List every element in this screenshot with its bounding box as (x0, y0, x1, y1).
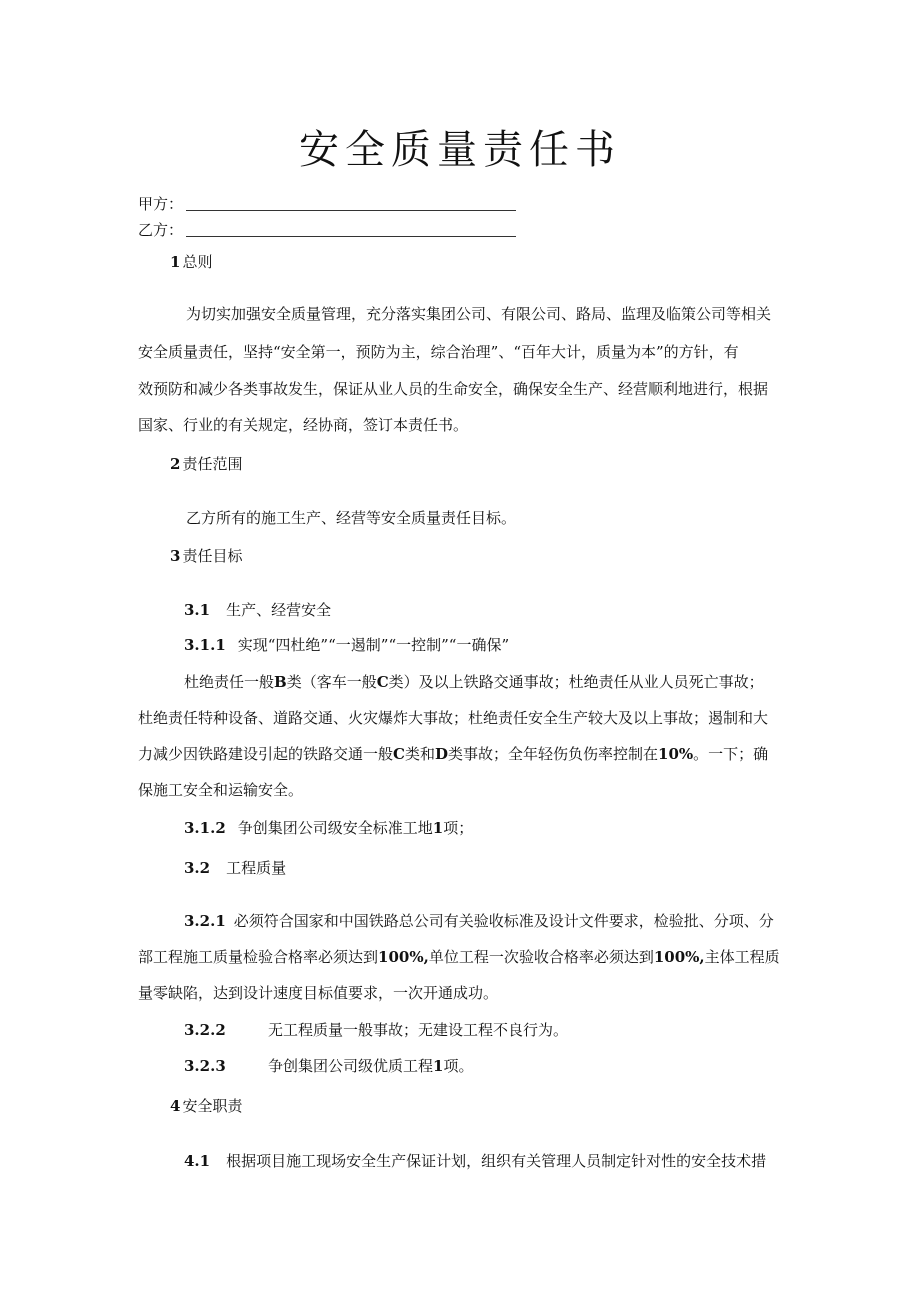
section-1-line-2: 安全质量责任，坚持“安全第一，预防为主，综合治理”、“百年大计，质量为本”的方针，有 (138, 343, 739, 361)
clause-3-1-1-line-2: 杜绝责任特种设备、道路交通、火灾爆炸大事故；杜绝责任安全生产较大及以上事故；遏制和大 (138, 709, 769, 727)
text-run: 10% (658, 745, 694, 763)
clause-3-1 (184, 599, 331, 621)
section-number: 3 (170, 547, 181, 565)
party-b-blank (186, 236, 516, 237)
text-run: 主体工程质 (704, 948, 780, 966)
clause-text: 必须符合国家和中国铁路总公司有关验收标准及设计文件要求，检验批、分项、分 (233, 912, 774, 930)
clause-text: 生产、经营安全 (226, 601, 332, 619)
clause-3-2-1-line-2 (138, 946, 780, 968)
section-2-heading (170, 453, 242, 475)
section-title: 责任目标 (182, 547, 243, 565)
text-run: 100%, (653, 948, 705, 966)
text-run: B (274, 673, 287, 691)
clause-3-2 (184, 857, 286, 879)
clause-count: 1 (432, 819, 444, 837)
clause-tail: 项。 (443, 1057, 474, 1075)
clause-number: 4.1 (184, 1152, 211, 1170)
section-1-line-1: 为切实加强安全质量管理，充分落实集团公司、有限公司、路局、监理及临策公司等相关 (186, 305, 772, 323)
clause-3-1-1 (184, 634, 509, 656)
text-run: 类和 (404, 745, 435, 763)
clause-3-1-1-line-3 (138, 743, 768, 765)
section-1-heading (170, 251, 212, 273)
party-a-blank (186, 210, 516, 211)
clause-count: 1 (433, 1057, 444, 1075)
party-a-line (138, 193, 183, 215)
text-run: 100%, (378, 948, 429, 966)
text-run: 部工程施工质量检验合格率必须达到 (138, 948, 379, 966)
text-run: 单位工程一次验收合格率必须达到 (428, 948, 654, 966)
section-2-line-1: 乙方所有的施工生产、经营等安全质量责任目标。 (186, 509, 517, 527)
clause-tail: 项； (443, 819, 474, 837)
party-b-line (138, 219, 183, 241)
clause-3-1-2 (184, 817, 473, 839)
clause-3-1-1-line-4: 保施工安全和运输安全。 (138, 781, 304, 799)
section-3-heading (170, 545, 242, 567)
clause-3-2-3 (184, 1055, 473, 1077)
clause-number: 3.2.2 (184, 1021, 226, 1039)
section-4-heading (170, 1095, 242, 1117)
clause-3-2-1-line-1 (184, 910, 774, 932)
clause-4-1 (184, 1150, 766, 1172)
clause-number: 3.1.2 (184, 819, 226, 837)
text-run: C (393, 745, 405, 763)
text-run: C (376, 673, 389, 691)
clause-3-2-1-line-3: 量零缺陷，达到设计速度目标值要求，一次开通成功。 (138, 984, 499, 1002)
section-number: 1 (170, 253, 181, 271)
text-run: 。一下；确 (693, 745, 769, 763)
clause-number: 3.1 (184, 601, 211, 619)
section-number: 2 (170, 455, 181, 473)
clause-text: 无工程质量一般事故；无建设工程不良行为。 (268, 1021, 569, 1039)
text-run: 杜绝责任一般 (184, 673, 275, 691)
clause-number: 3.2.3 (184, 1057, 226, 1075)
text-run: 类）及以上铁路交通事故；杜绝责任从业人员死亡事故； (388, 673, 764, 691)
section-title: 总则 (182, 253, 213, 271)
text-run: 类事故；全年轻伤负伤率控制在 (448, 745, 659, 763)
section-1-line-3: 效预防和减少各类事故发生，保证从业人员的生命安全，确保安全生产、经营顺利地进行，根据 (138, 380, 769, 398)
section-title: 安全职责 (182, 1097, 243, 1115)
party-a-label: 甲方： (138, 195, 184, 213)
clause-number: 3.1.1 (184, 636, 226, 654)
page-title: 安全质量责任书 (299, 127, 621, 173)
clause-text: 工程质量 (226, 859, 287, 877)
text-run: 力减少因铁路建设引起的铁路交通一般 (138, 745, 394, 763)
section-number: 4 (170, 1097, 181, 1115)
clause-number: 3.2 (184, 859, 211, 877)
clause-text: 根据项目施工现场安全生产保证计划，组织有关管理人员制定针对性的安全技术措 (226, 1152, 767, 1170)
party-b-label: 乙方： (138, 221, 184, 239)
text-run: D (434, 745, 448, 763)
section-title: 责任范围 (182, 455, 243, 473)
clause-3-2-2 (184, 1019, 568, 1041)
section-1-line-4: 国家、行业的有关规定，经协商，签订本责任书。 (138, 416, 469, 434)
clause-number: 3.2.1 (184, 912, 226, 930)
clause-3-1-1-line-1 (184, 671, 764, 693)
text-run: 类（客车一般 (286, 673, 377, 691)
clause-text: 争创集团公司级安全标准工地 (237, 819, 433, 837)
clause-text: 实现“四杜绝”“一遏制”“一控制”“一确保” (237, 636, 510, 654)
clause-text: 争创集团公司级优质工程 (268, 1057, 434, 1075)
